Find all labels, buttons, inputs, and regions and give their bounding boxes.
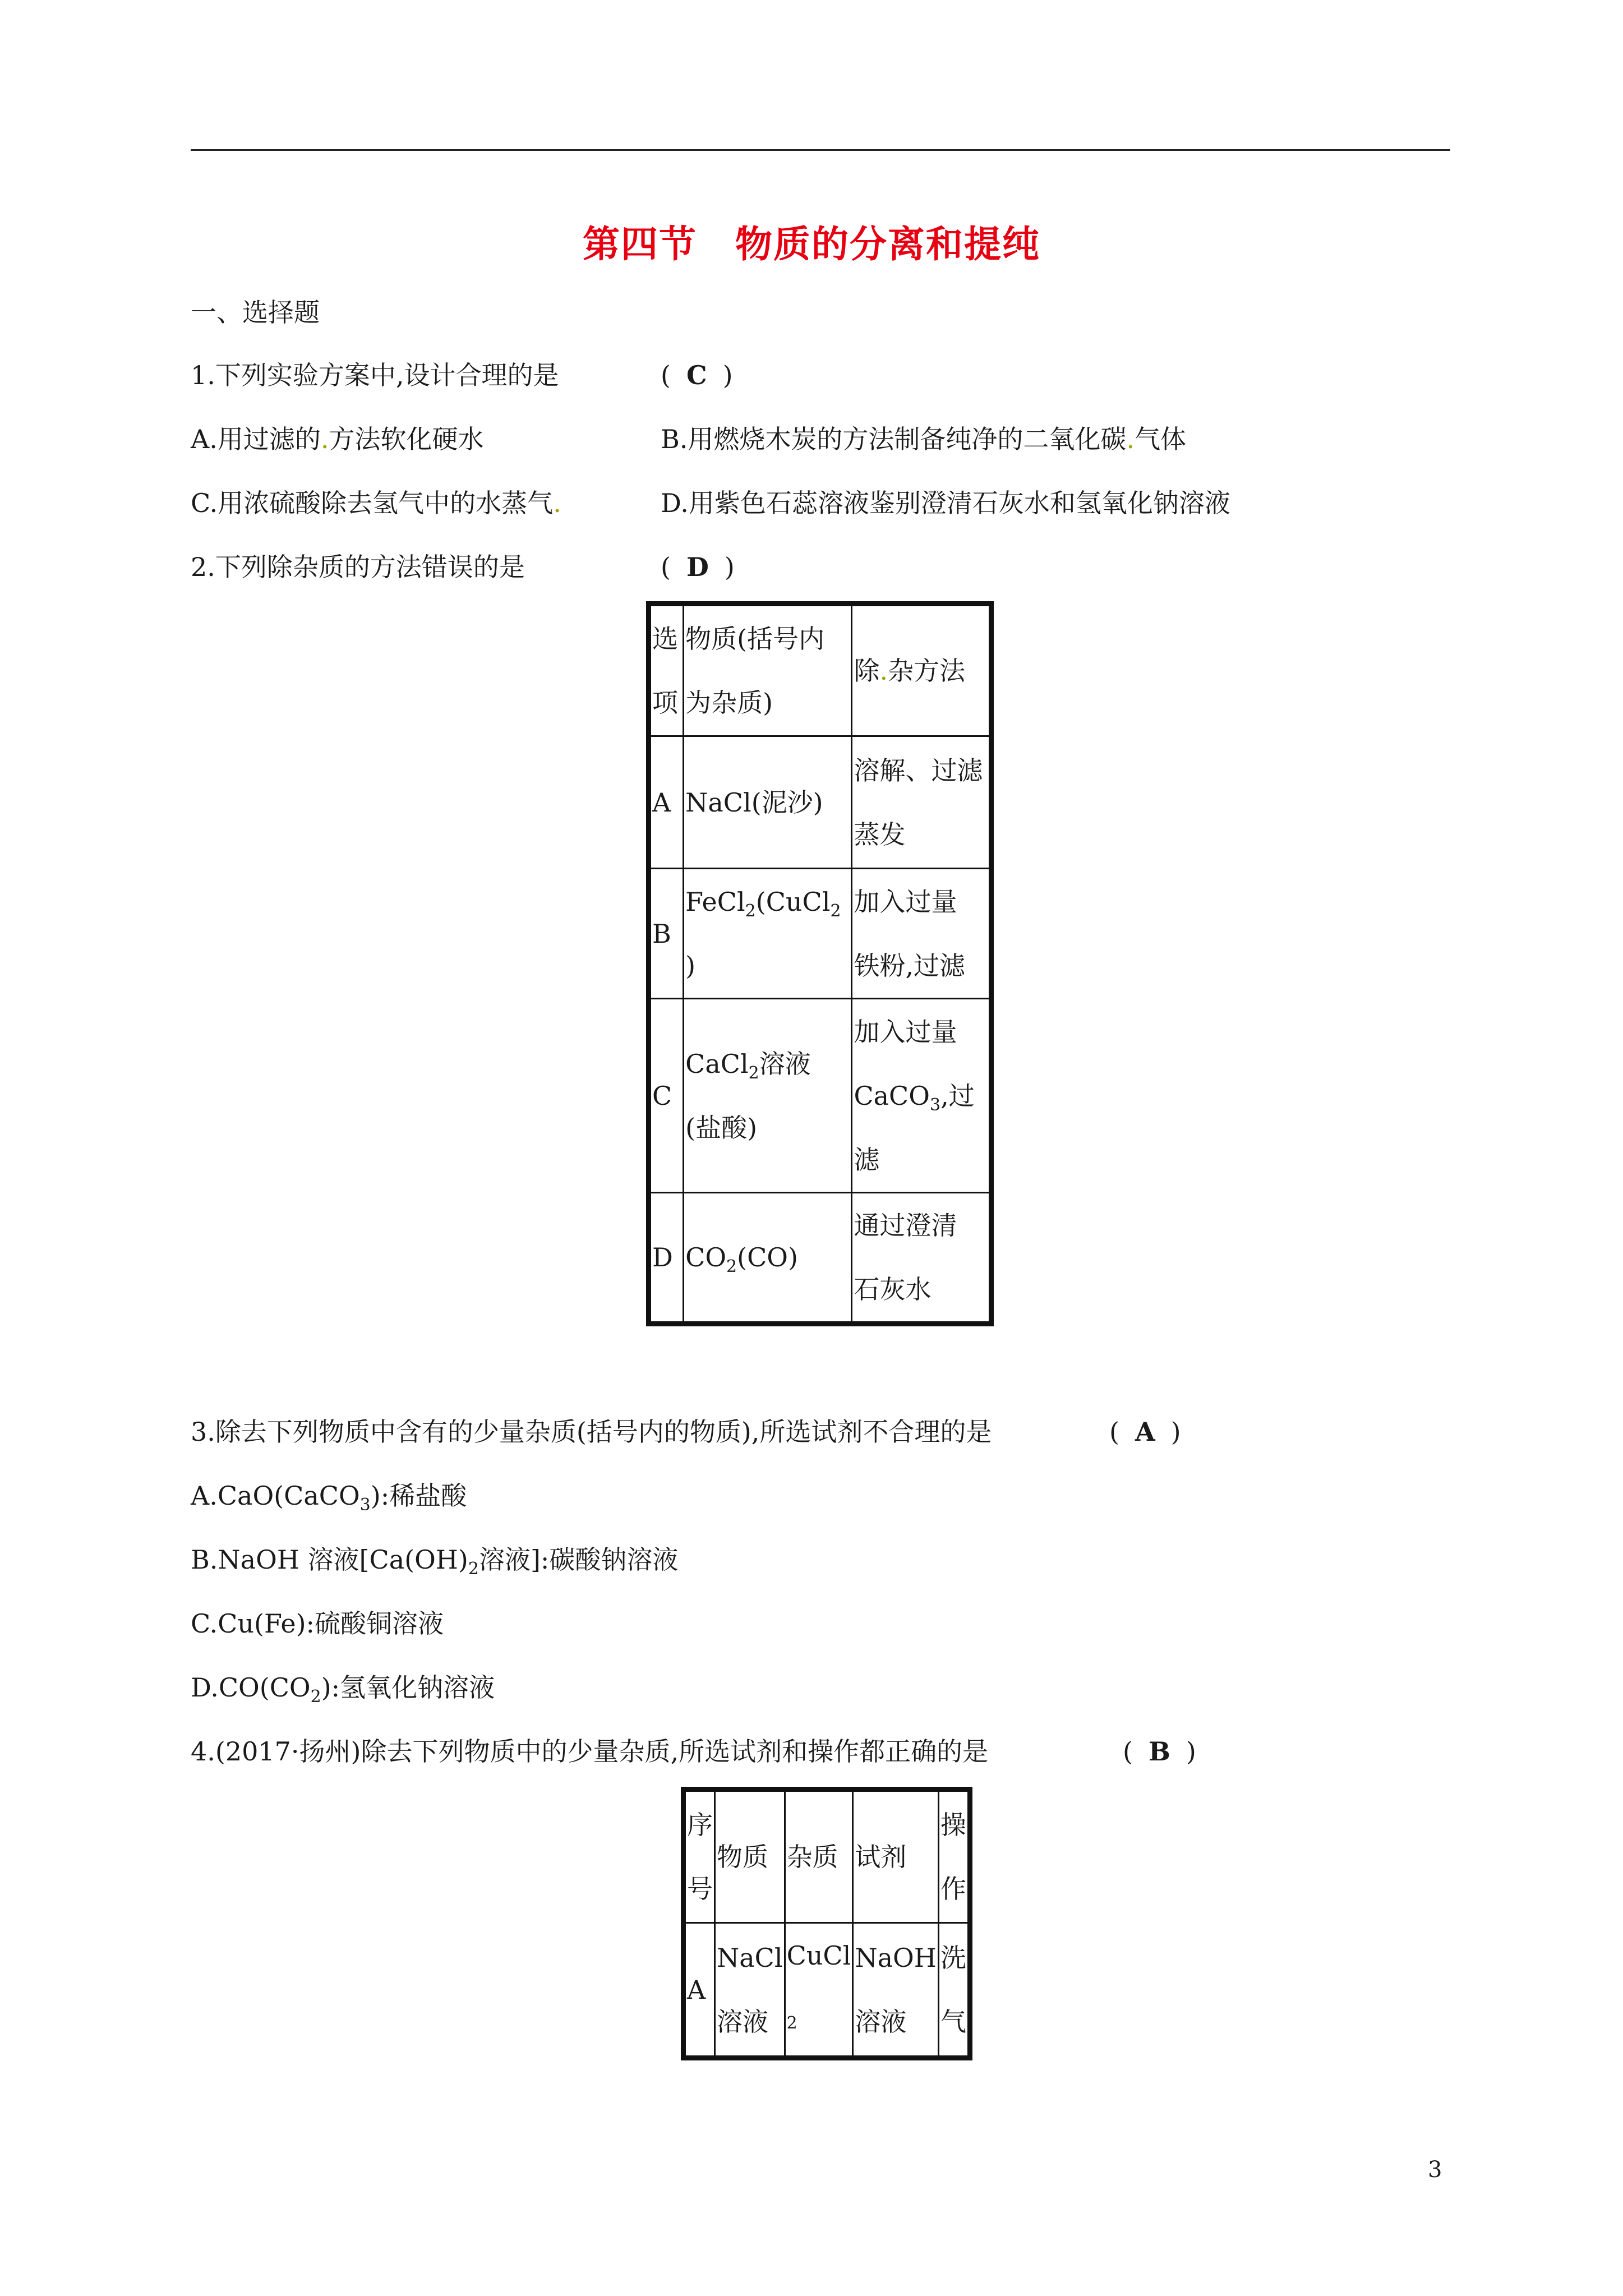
table-row (649, 604, 992, 736)
table-cell: 溶解、过滤 蒸发 (852, 736, 992, 869)
q2-stem: 2.下列除杂质的方法错误的是 (191, 552, 525, 582)
table-cell: 物质(括号内 为杂质) (684, 604, 852, 736)
header-rule (191, 149, 1450, 151)
q1-option-b: B.用燃烧木炭的方法制备纯净的二氧化碳.气体 (661, 424, 1187, 454)
table-cell: CaCl$_2$溶液 (盐酸) (684, 999, 852, 1193)
table-cell: 通过澄清 石灰水 (852, 1193, 992, 1324)
q1-stem: 1.下列实验方案中,设计合理的是 (191, 360, 559, 390)
table-row (649, 736, 992, 869)
table-cell: NaCl 溶液 (715, 1923, 785, 2058)
table-cell: 序 号 (684, 1790, 715, 1923)
table-row (684, 1923, 970, 2058)
page-number: 3 (1428, 2157, 1442, 2183)
table-row (649, 869, 992, 999)
table-cell: D (649, 1193, 684, 1324)
q3-answer: ( A ) (1109, 1417, 1181, 1447)
table-cell: CuCl 2 (785, 1923, 853, 2058)
table-cell: 杂质 (785, 1790, 853, 1923)
q3-option-d: $D.CO(CO_2)$:氢氧化钠溶液 (191, 1672, 495, 1707)
table-cell: 选 项 (649, 604, 684, 736)
table-cell: A (684, 1923, 715, 2058)
table-row (684, 1790, 970, 1923)
table-cell: 加入过量 铁粉,过滤 (852, 869, 992, 999)
table-cell: 除.杂方法 (852, 604, 992, 736)
q4-answer: ( B ) (1123, 1736, 1196, 1767)
q4-table (681, 1787, 972, 2060)
table-cell: 操 作 (938, 1790, 970, 1923)
table-cell: NaOH 溶液 (853, 1923, 939, 2058)
table-cell: B (649, 869, 684, 999)
q2-table (646, 601, 994, 1326)
q4-stem: 4.(2017·扬州)除去下列物质中的少量杂质,所选试剂和操作都正确的是 (191, 1736, 989, 1767)
table-cell: 加入过量 CaCO$_3$,过 滤 (852, 999, 992, 1193)
q1-option-c: C.用浓硫酸除去氢气中的水蒸气. (191, 488, 561, 518)
table-row (649, 1193, 992, 1324)
table-row (649, 999, 992, 1193)
table-cell: 洗 气 (938, 1923, 970, 2058)
table-cell: $CO_2(CO)$ (684, 1193, 852, 1324)
q1-answer: ( C ) (661, 360, 733, 390)
table-cell: 物质 (715, 1790, 785, 1923)
q3-stem: 3.除去下列物质中含有的少量杂质(括号内的物质),所选试剂不合理的是 (191, 1417, 992, 1447)
q3-option-b: B.NaOH 溶液[$Ca(OH)_2$溶液]:碳酸钠溶液 (191, 1545, 679, 1579)
q2-answer: ( D ) (661, 552, 735, 582)
table-cell: A (649, 736, 684, 869)
section-heading: 一、选择题 (191, 297, 320, 328)
q3-option-c: C.Cu(Fe):硫酸铜溶液 (191, 1608, 444, 1639)
q1-option-d: D.用紫色石蕊溶液鉴别澄清石灰水和氢氧化钠溶液 (661, 488, 1230, 518)
table-cell: NaCl(泥沙) (684, 736, 852, 869)
page-title: 第四节 物质的分离和提纯 (583, 222, 1040, 266)
table-cell: C (649, 999, 684, 1193)
table-cell: FeCl$_2$(CuCl$_2$ ) (684, 869, 852, 999)
q3-option-a: A.CaO(CaCO$_3$):稀盐酸 (191, 1481, 467, 1515)
q1-option-a: A.用过滤的.方法软化硬水 (191, 424, 484, 454)
table-cell: 试剂 (853, 1790, 939, 1923)
